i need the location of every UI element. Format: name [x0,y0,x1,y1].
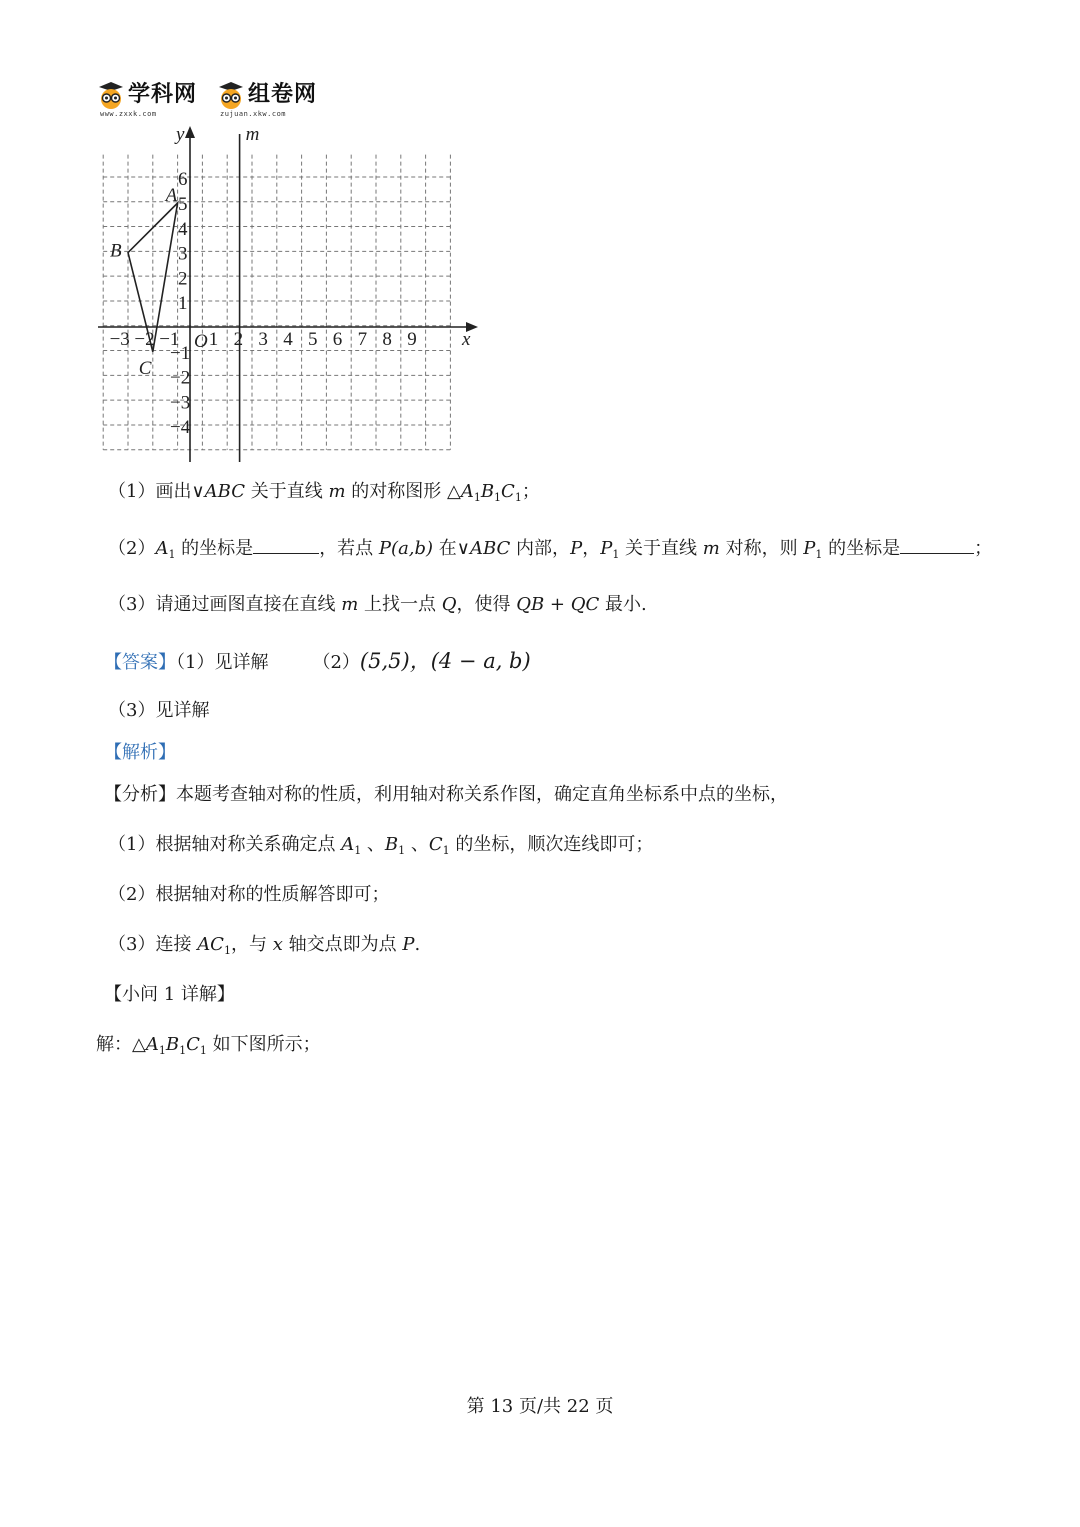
y-tick-labels [170,169,191,438]
step-math: C [428,834,443,855]
question-3 [108,592,647,618]
q2-text: ； [974,538,993,559]
answer-line [104,648,531,676]
solution-text: 解：△ [96,1034,146,1055]
x-tick-label: 8 [382,329,392,350]
header-logos [96,80,336,120]
q2-text: 的坐标是 [175,538,254,559]
q2-text: 对称，则 [719,538,804,559]
solution-math: B [165,1034,180,1055]
step-subscript: 1 [354,844,362,857]
x-tick-label: 5 [308,329,318,350]
analysis-step-1 [108,832,653,864]
question-1 [108,479,540,511]
origin-label: O [194,331,208,352]
q3-number: （3） [108,594,156,615]
q1-text: 画出 [155,481,192,502]
step-text: ，与 [230,934,273,955]
page-footer: 第 13 页/共 22 页 [466,1396,614,1417]
step-text: 、 [361,834,385,855]
q2-subscript: 1 [815,548,823,561]
q2-text: 内部， [510,538,571,559]
q2-subscript: 1 [168,548,176,561]
point-label-b: B [110,240,122,262]
x-tick-label: −3 [109,329,130,350]
y-tick-label: 6 [178,169,188,191]
q2-math: P [570,538,583,559]
step-math: AC [197,934,224,955]
q1-subscript: 1 [473,491,481,504]
step-math: A [341,834,355,855]
owl-mascot-icon [96,80,126,110]
solution-math: A [145,1034,159,1055]
owl-mascot-icon [216,80,246,110]
q2-math: A [155,538,169,559]
q2-number: （2） [108,538,156,559]
q1-subscript: 1 [514,491,522,504]
answer-part-2-number: （2） [312,652,360,673]
step-text: 、 [405,834,429,855]
q2-math: ABC [469,538,511,559]
q2-math: (a,b) [391,538,434,559]
y-axis-arrow-icon [185,126,195,138]
y-tick-label: 2 [178,268,188,290]
solution-text: 如下图所示； [206,1034,321,1055]
y-tick-label: 3 [178,243,188,265]
q2-math: m [702,538,720,559]
solution-subscript: 1 [179,1044,187,1057]
x-tick-label: 1 [208,329,219,350]
q2-subscript: 1 [612,548,620,561]
x-tick-label: 9 [407,329,417,350]
q2-text: 的坐标是 [822,538,901,559]
point-label-a: A [165,185,178,206]
x-tick-label: 2 [233,329,244,350]
step-subscript: 1 [223,944,231,957]
y-tick-label: −1 [170,342,191,364]
solution-subscript: 1 [199,1044,207,1057]
q1-number: （1） [108,481,156,502]
step-math: B [384,834,399,855]
q3-math: Q [441,594,457,615]
answer-blank[interactable] [253,535,319,554]
step-text: （1）根据轴对称关系确定点 [108,834,342,855]
q1-text: 的对称图形 △ [345,481,461,502]
logo-url: www.zxxk.com [100,110,157,118]
analysis-tag-text: 【解析】 [104,742,176,763]
solution-line [96,1032,321,1064]
y-tick-label: 1 [178,293,188,315]
q2-text: ，若点 [319,538,379,559]
logo-url: zujuan.xkw.com [220,110,287,118]
grid-lines [103,155,450,450]
y-tick-label: 4 [178,218,188,240]
logo-name: 学科网 [128,82,198,107]
q3-math: QB + QC [516,594,600,615]
step-text: . [414,934,421,955]
q1-text: 关于直线 [244,481,329,502]
step-subscript: 1 [398,844,406,857]
analysis-intro: 【分析】本题考查轴对称的性质，利用轴对称关系作图，确定直角坐标系中点的坐标， [104,784,788,805]
step-math: x [272,934,283,955]
logo-xuekewang [96,80,197,118]
line-m-label: m [245,124,260,145]
step-math: P [402,934,415,955]
q1-math: A [460,481,474,502]
q2-math: P [378,538,392,559]
q1-text: ∨ [191,481,205,502]
y-axis-label: y [176,124,185,145]
q1-text: ； [521,481,540,502]
analysis-tag [104,740,176,766]
analysis-step-2: （2）根据轴对称的性质解答即可； [108,884,390,905]
q1-math: C [501,481,515,502]
y-tick-label: −2 [170,367,191,389]
x-tick-label: 7 [357,329,368,350]
q2-text: 在∨ [433,538,470,559]
step-text: 轴交点即为点 [282,934,403,955]
solution-subscript: 1 [158,1044,166,1057]
q1-math: B [480,481,495,502]
y-tick-label: −4 [170,417,191,439]
x-tick-label: 3 [258,329,268,350]
q2-text: 关于直线 [619,538,703,559]
step-text: 的坐标，顺次连线即可； [449,834,654,855]
question-2 [108,535,992,568]
q3-text: 最小. [599,594,647,615]
point-label-c: C [138,357,152,379]
q1-math: ABC [204,481,245,502]
solution-math: C [186,1034,200,1055]
y-tick-label: −3 [170,392,191,414]
q2-math: P [600,538,613,559]
coordinate-grid-figure [90,120,490,465]
answer-part-3: （3）见详解 [108,700,210,721]
x-tick-label: 4 [283,329,293,350]
answer-part-2-value: (5,5)，(4 − a, b) [359,649,531,673]
x-tick-label: −2 [134,329,155,350]
q1-subscript: 1 [494,491,502,504]
q3-text: ，使得 [456,594,517,615]
q2-text: ， [582,538,601,559]
answer-tag: 【答案】 [104,652,176,673]
detail-tag: 【小问 1 详解】 [104,984,235,1005]
x-tick-label: 6 [332,329,343,350]
x-axis-label: x [462,329,471,350]
logo-name: 组卷网 [248,82,318,107]
x-tick-label: −1 [159,329,180,350]
q3-text: 上找一点 [358,594,442,615]
q2-math: P [803,538,816,559]
answer-blank[interactable] [900,535,974,554]
q1-math: m [328,481,346,502]
step-text: （3）连接 [108,934,198,955]
answer-part-1: （1）见详解 [176,652,269,673]
y-tick-label: 5 [178,194,188,215]
q3-math: m [341,594,359,615]
analysis-step-3 [108,932,420,964]
logo-zujuanwang [216,80,317,118]
step-subscript: 1 [442,844,450,857]
q3-text: 请通过画图直接在直线 [155,594,342,615]
